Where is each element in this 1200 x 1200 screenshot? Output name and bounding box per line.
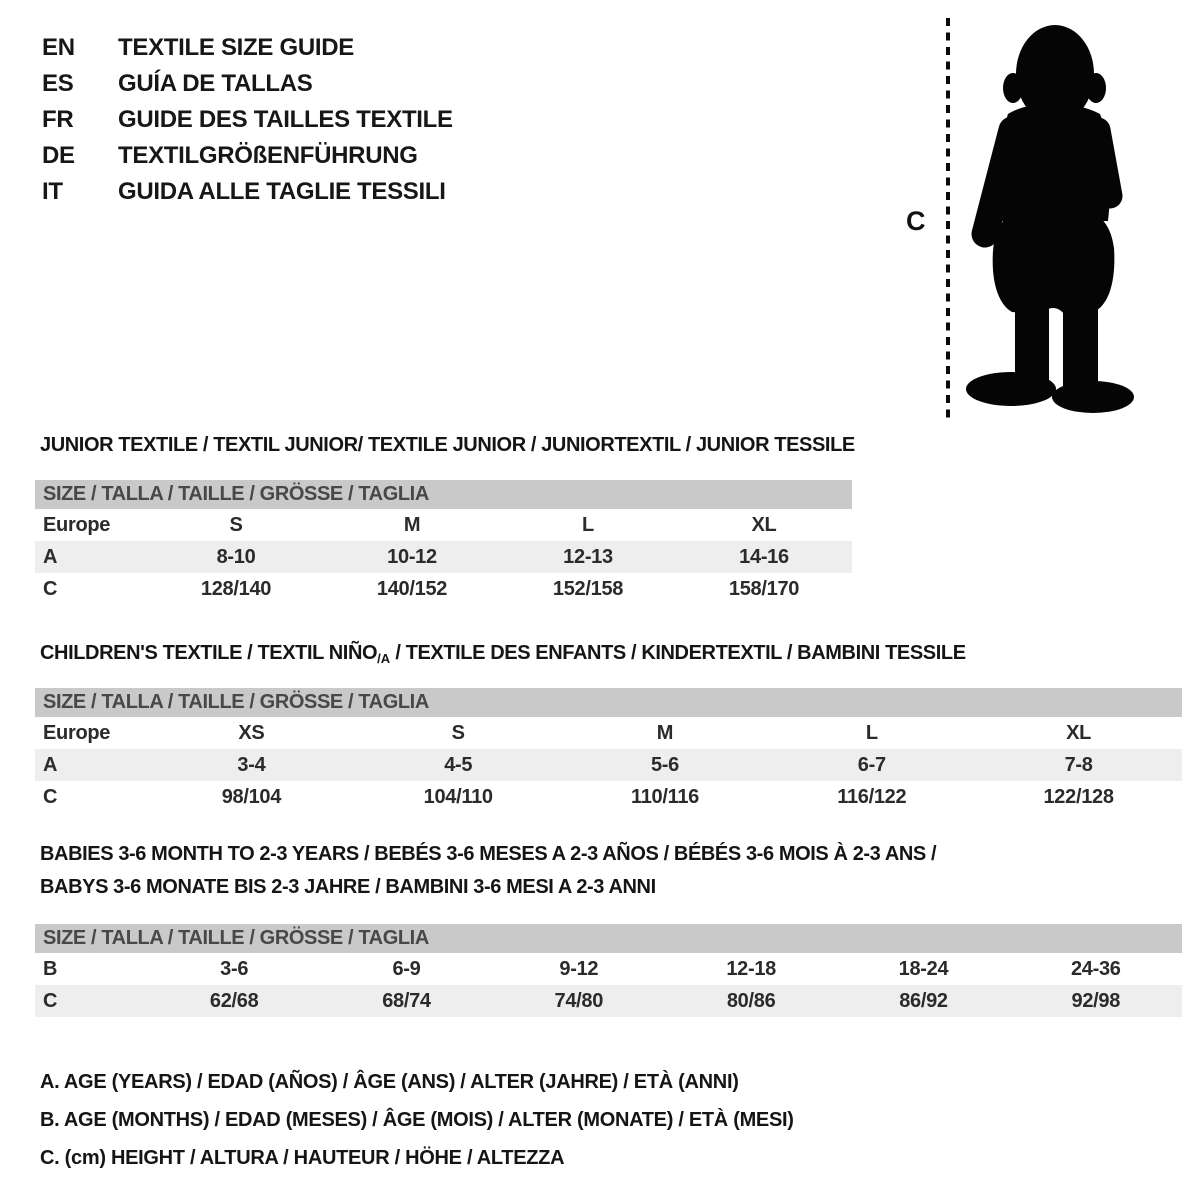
- table-row-europe: [35, 717, 1182, 749]
- babies-section-heading-line1: BABIES 3-6 MONTH TO 2-3 YEARS / BEBÉS 3-6 MESES A 2-3 AÑOS / BÉBÉS 3-6 MOIS À 2-3 ANS /: [40, 843, 937, 865]
- guide-title: GUÍA DE TALLAS: [118, 70, 313, 97]
- size-cell: XL: [751, 513, 777, 536]
- children-heading-subscript: /A: [377, 651, 391, 666]
- age-cell: 7-8: [1064, 753, 1093, 776]
- age-cell: 12-18: [726, 957, 776, 980]
- size-cell: XS: [238, 721, 265, 744]
- age-cell: 8-10: [216, 545, 256, 568]
- guide-title: GUIDA ALLE TAGLIE TESSILI: [118, 178, 446, 205]
- language-row: [42, 102, 453, 138]
- height-cell: 140/152: [376, 577, 448, 600]
- babies-section-heading-line2: BABYS 3-6 MONATE BIS 2-3 JAHRE / BAMBINI 3-6 MESI A 2-3 ANNI: [40, 876, 656, 898]
- language-row: [42, 66, 453, 102]
- age-cell: 18-24: [898, 957, 949, 980]
- height-dashed-line: [944, 18, 952, 420]
- children-size-table: [35, 688, 1182, 813]
- height-cell: 152/158: [552, 577, 624, 600]
- age-cell: 3-4: [237, 753, 266, 776]
- language-code: EN: [42, 34, 75, 61]
- size-cell: S: [451, 721, 465, 744]
- height-cell: 74/80: [554, 989, 604, 1012]
- height-cell: 68/74: [382, 989, 431, 1012]
- size-cell: M: [403, 513, 421, 536]
- age-cell: 5-6: [650, 753, 679, 776]
- height-cell: 86/92: [899, 989, 948, 1012]
- language-code: FR: [42, 106, 74, 133]
- age-cell: 10-12: [387, 545, 437, 568]
- table-row-europe: [35, 509, 852, 541]
- height-cell: 104/110: [423, 785, 493, 808]
- language-row: [42, 174, 453, 210]
- table-row-height: [35, 781, 1182, 813]
- height-cell: 62/68: [209, 989, 259, 1012]
- junior-size-table: [35, 480, 852, 605]
- age-cell: 3-6: [220, 957, 249, 980]
- guide-title: TEXTILE SIZE GUIDE: [118, 34, 354, 61]
- table-row-height: [35, 985, 1182, 1017]
- table-row-age: [35, 541, 852, 573]
- guide-title: TEXTILGRÖßENFÜHRUNG: [118, 142, 418, 169]
- height-cell: 110/116: [630, 785, 699, 808]
- height-cell: 158/170: [728, 577, 800, 600]
- height-cell: 80/86: [726, 989, 776, 1012]
- guide-title: GUIDE DES TAILLES TEXTILE: [118, 106, 453, 133]
- size-header-row: SIZE / TALLA / TAILLE / GRÖSSE / TAGLIA: [35, 688, 1182, 717]
- language-code: ES: [42, 70, 74, 97]
- toddler-silhouette-icon: [960, 16, 1145, 418]
- row-label: C: [43, 577, 58, 600]
- table-row-height: [35, 573, 852, 605]
- size-cell: S: [229, 513, 243, 536]
- children-section-heading: [40, 642, 966, 665]
- row-label: A: [43, 753, 58, 776]
- age-cell: 4-5: [444, 753, 473, 776]
- row-label: Europe: [43, 721, 111, 744]
- language-code: IT: [42, 178, 63, 205]
- age-cell: 6-9: [392, 957, 421, 980]
- size-header-row: SIZE / TALLA / TAILLE / GRÖSSE / TAGLIA: [35, 924, 1182, 953]
- junior-section-heading: JUNIOR TEXTILE / TEXTIL JUNIOR/ TEXTILE JUNIOR / JUNIORTEXTIL / JUNIOR TESSILE: [40, 434, 855, 456]
- children-heading-part2: / TEXTILE DES ENFANTS / KINDERTEXTIL / BAMBINI TESSILE: [390, 642, 966, 664]
- legend-height-cm: C. (cm) HEIGHT / ALTURA / HAUTEUR / HÖHE / ALTEZZA: [40, 1147, 565, 1169]
- height-cell: 122/128: [1043, 785, 1114, 808]
- table-row-age: [35, 749, 1182, 781]
- height-cell: 128/140: [200, 577, 272, 600]
- row-label: C: [43, 785, 58, 808]
- measurement-legend: [40, 1063, 794, 1177]
- legend-age-months: B. AGE (MONTHS) / EDAD (MESES) / ÂGE (MOIS) / ALTER (MONATE) / ETÀ (MESI): [40, 1109, 794, 1131]
- size-cell: L: [865, 721, 878, 744]
- size-cell: L: [582, 513, 594, 536]
- age-cell: 12-13: [563, 545, 613, 568]
- row-label: C: [43, 989, 58, 1012]
- language-title-list: [42, 30, 453, 210]
- height-cell: 98/104: [221, 785, 282, 808]
- age-cell: 6-7: [857, 753, 886, 776]
- row-label: A: [43, 545, 58, 568]
- height-cell: 92/98: [1071, 989, 1121, 1012]
- age-cell: 24-36: [1070, 957, 1121, 980]
- language-code: DE: [42, 142, 75, 169]
- legend-age-years: A. AGE (YEARS) / EDAD (AÑOS) / ÂGE (ANS) / ALTER (JAHRE) / ETÀ (ANNI): [40, 1071, 739, 1093]
- babies-size-table: [35, 924, 1182, 1017]
- table-row-age-months: [35, 953, 1182, 985]
- children-heading-part1: CHILDREN'S TEXTILE / TEXTIL NIÑO: [40, 642, 378, 664]
- row-label: Europe: [43, 513, 111, 536]
- age-cell: 9-12: [559, 957, 599, 980]
- height-cell: 116/122: [837, 785, 907, 808]
- height-label-c: C: [906, 206, 926, 236]
- age-cell: 14-16: [739, 545, 789, 568]
- language-row: [42, 138, 453, 174]
- language-row: [42, 30, 453, 66]
- size-cell: XL: [1066, 721, 1092, 744]
- size-header-row: SIZE / TALLA / TAILLE / GRÖSSE / TAGLIA: [35, 480, 852, 509]
- size-cell: M: [656, 721, 674, 744]
- row-label: B: [43, 957, 58, 980]
